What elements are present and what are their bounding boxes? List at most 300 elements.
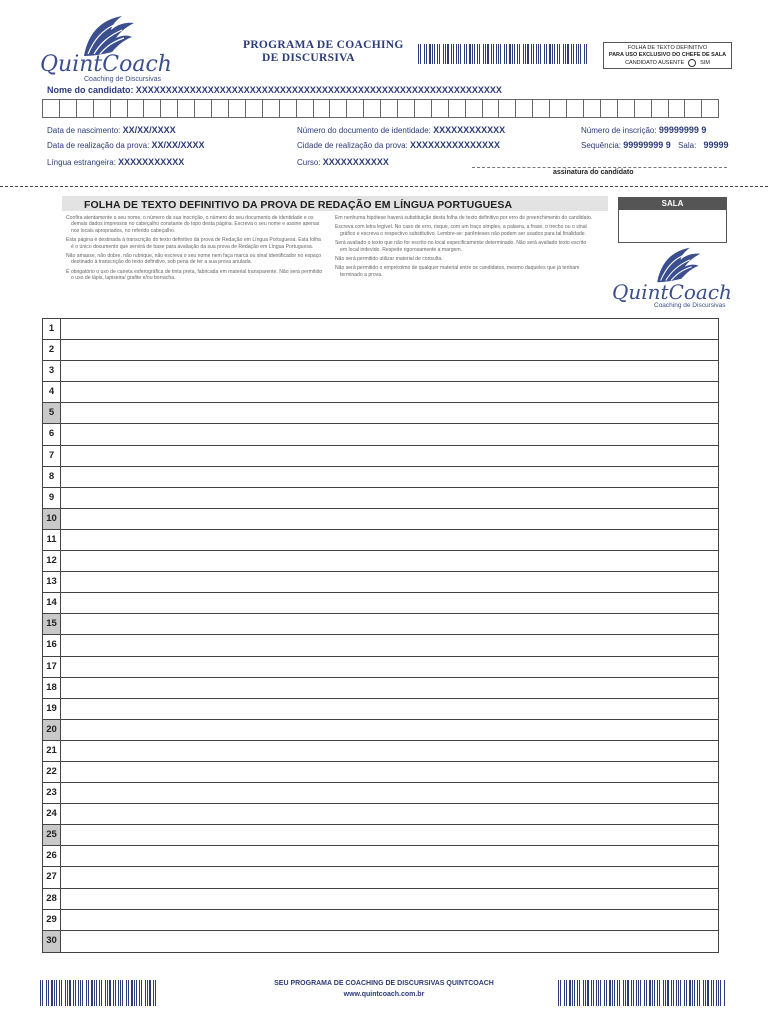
barcode-bar <box>46 980 47 1006</box>
barcode-bar <box>569 980 571 1006</box>
barcode-bar <box>705 980 706 1006</box>
answer-line <box>43 361 718 382</box>
birth-date-value: XX/XX/XXXX <box>122 125 176 135</box>
writing-line[interactable] <box>61 509 718 529</box>
barcode-bar <box>426 44 427 64</box>
barcode-bar <box>549 44 551 64</box>
answer-line <box>43 614 718 635</box>
sala-box <box>618 197 727 243</box>
writing-line[interactable] <box>61 741 718 761</box>
name-char-cell[interactable] <box>635 100 652 117</box>
answer-line <box>43 467 718 488</box>
line-number: 8 <box>43 467 61 487</box>
barcode-bar <box>504 44 505 64</box>
inscricao-field <box>581 125 706 135</box>
barcode-bar <box>437 44 438 64</box>
barcode-bar <box>149 980 151 1006</box>
barcode-bar <box>56 980 57 1006</box>
barcode-bar <box>676 980 677 1006</box>
logo-wordmark-secondary: QuintCoach <box>612 280 732 304</box>
language-label: Língua estrangeira: <box>47 158 116 167</box>
birth-date-field <box>47 125 176 135</box>
writing-line[interactable] <box>61 614 718 634</box>
name-char-cell[interactable] <box>618 100 635 117</box>
writing-line[interactable] <box>61 635 718 655</box>
barcode-bar <box>128 980 129 1006</box>
writing-line[interactable] <box>61 593 718 613</box>
name-char-cell[interactable] <box>246 100 263 117</box>
writing-line[interactable] <box>61 720 718 740</box>
barcode-bottom-right <box>558 980 728 1006</box>
barcode-bar <box>649 980 651 1006</box>
barcode-bar <box>487 44 489 64</box>
name-char-cell[interactable] <box>449 100 466 117</box>
barcode-bar <box>527 44 529 64</box>
cut-line <box>0 186 768 187</box>
barcode-bar <box>574 980 575 1006</box>
line-number: 9 <box>43 488 61 508</box>
barcode-bar <box>591 980 592 1006</box>
writing-line[interactable] <box>61 804 718 824</box>
barcode-bar <box>109 980 111 1006</box>
answer-line <box>43 846 718 867</box>
barcode-bar <box>99 980 100 1006</box>
barcode-bar <box>667 980 669 1006</box>
barcode-bar <box>659 980 660 1006</box>
writing-line[interactable] <box>61 446 718 466</box>
line-number: 14 <box>43 593 61 613</box>
barcode-bar <box>638 980 639 1006</box>
barcode-bar <box>477 44 478 64</box>
absent-radio[interactable] <box>688 59 696 67</box>
barcode-bar <box>546 44 547 64</box>
answer-line <box>43 551 718 572</box>
answer-line <box>43 910 718 931</box>
barcode-bar <box>619 980 620 1006</box>
answer-line <box>43 783 718 804</box>
barcode-bar <box>75 980 76 1006</box>
line-number: 3 <box>43 361 61 381</box>
name-char-cell[interactable] <box>533 100 550 117</box>
writing-line[interactable] <box>61 530 718 550</box>
name-char-cell[interactable] <box>314 100 331 117</box>
barcode-bar <box>689 980 691 1006</box>
name-char-cell[interactable] <box>466 100 483 117</box>
barcode-bar <box>606 980 607 1006</box>
name-char-cell[interactable] <box>652 100 669 117</box>
writing-line[interactable] <box>61 846 718 866</box>
barcode-bar <box>474 44 475 64</box>
barcode-bar <box>720 980 721 1006</box>
barcode-bar <box>122 980 123 1006</box>
name-char-cell[interactable] <box>229 100 246 117</box>
name-char-cell[interactable] <box>415 100 432 117</box>
barcode-bar <box>126 980 127 1006</box>
barcode-bar <box>585 980 586 1006</box>
id-document-value: XXXXXXXXXXXX <box>433 125 506 135</box>
section-title: FOLHA DE TEXTO DEFINITIVO DA PROVA DE REDAÇÃO EM LÍNGUA PORTUGUESA <box>62 196 608 211</box>
barcode-bar <box>40 980 41 1006</box>
exam-city-field <box>297 140 500 150</box>
instructions-left <box>66 215 324 285</box>
footer-url[interactable]: www.quintcoach.com.br <box>343 991 425 998</box>
writing-line[interactable] <box>61 699 718 719</box>
barcode-bar <box>131 980 133 1006</box>
barcode-bar <box>464 44 465 64</box>
candidate-name-value: XXXXXXXXXXXXXXXXXXXXXXXXXXXXXXXXXXXXXXXXXXXXXXXXXXXXXXXXXXXXX <box>135 85 502 95</box>
barcode-bar <box>600 980 601 1006</box>
barcode-bar <box>579 980 580 1006</box>
id-document-field <box>297 125 505 135</box>
barcode-bar <box>544 44 545 64</box>
name-char-cell[interactable] <box>364 100 381 117</box>
barcode-bar <box>697 980 698 1006</box>
barcode-bar <box>500 44 501 64</box>
line-number: 18 <box>43 678 61 698</box>
answer-line <box>43 804 718 825</box>
barcode-bar <box>576 44 577 64</box>
name-char-cell[interactable] <box>432 100 449 117</box>
line-number: 17 <box>43 657 61 677</box>
line-number: 16 <box>43 635 61 655</box>
line-number: 23 <box>43 783 61 803</box>
barcode-bar <box>447 44 449 64</box>
barcode-bar <box>51 980 53 1006</box>
barcode-bar <box>617 980 618 1006</box>
barcode-bar <box>42 980 43 1006</box>
barcode-bar <box>61 980 62 1006</box>
barcode-bar <box>453 44 454 64</box>
barcode-bar <box>67 980 68 1006</box>
barcode-bar <box>604 980 605 1006</box>
barcode-bar <box>445 44 446 64</box>
absent-label: CANDIDATO AUSENTE <box>625 59 685 66</box>
writing-line[interactable] <box>61 488 718 508</box>
name-char-cell[interactable] <box>702 100 718 117</box>
barcode-bar <box>707 980 709 1006</box>
chefe-box-line1: FOLHA DE TEXTO DEFINITIVO <box>627 45 708 51</box>
barcode-bar <box>498 44 499 64</box>
chefe-de-sala-box <box>603 42 732 69</box>
name-char-cell[interactable] <box>128 100 145 117</box>
line-number: 5 <box>43 403 61 423</box>
line-number: 4 <box>43 382 61 402</box>
barcode-bar <box>147 980 148 1006</box>
barcode-bar <box>657 980 658 1006</box>
barcode-bar <box>716 980 717 1006</box>
barcode-bar <box>554 44 555 64</box>
logo-tagline: Coaching de Discursivas <box>84 76 162 83</box>
barcode-bar <box>65 980 66 1006</box>
barcode-bar <box>536 44 537 64</box>
barcode-bar <box>496 44 497 64</box>
writing-line[interactable] <box>61 340 718 360</box>
name-char-cell[interactable] <box>567 100 584 117</box>
line-number: 22 <box>43 762 61 782</box>
line-number: 13 <box>43 572 61 592</box>
barcode-bar <box>671 980 672 1006</box>
name-char-cell[interactable] <box>212 100 229 117</box>
writing-line[interactable] <box>61 467 718 487</box>
barcode-bar <box>429 44 431 64</box>
line-number: 24 <box>43 804 61 824</box>
barcode-bar <box>96 980 97 1006</box>
signature-line[interactable] <box>472 167 727 168</box>
line-number: 11 <box>43 530 61 550</box>
exam-date-label: Data de realização da prova: <box>47 141 150 150</box>
program-title-line2: DE DISCURSIVA <box>262 52 355 64</box>
barcode-bar <box>598 980 599 1006</box>
barcode-bar <box>692 980 693 1006</box>
barcode-bar <box>557 44 558 64</box>
barcode-bar <box>718 980 719 1006</box>
line-number: 7 <box>43 446 61 466</box>
instruction-left-item: Esta página é destinada à transcrição do texto definitivo da prova de Redação em Língua Portuguesa. Esta folha é o único documento que servirá de base para avaliação da sua prova de Redação em Língua Portuguesa. <box>66 237 321 250</box>
barcode-bar <box>120 980 121 1006</box>
writing-line[interactable] <box>61 424 718 444</box>
line-number: 12 <box>43 551 61 571</box>
barcode-bar <box>654 980 655 1006</box>
name-char-cell[interactable] <box>330 100 347 117</box>
barcode-bar <box>552 44 553 64</box>
instruction-right-item: Não será permitido utilizar material de consulta. <box>335 256 443 263</box>
line-number: 29 <box>43 910 61 930</box>
name-char-cell[interactable] <box>669 100 686 117</box>
barcode-bar <box>491 44 492 64</box>
barcode-bar <box>506 44 507 64</box>
sala-value: 99999 <box>703 140 729 150</box>
barcode-bar <box>479 44 480 64</box>
barcode-bar <box>141 980 142 1006</box>
barcode-bar <box>118 980 119 1006</box>
barcode-bar <box>583 980 584 1006</box>
name-char-cell[interactable] <box>398 100 415 117</box>
name-char-cell[interactable] <box>685 100 702 117</box>
answer-line <box>43 446 718 467</box>
answer-line <box>43 741 718 762</box>
barcode-bar <box>418 44 419 64</box>
line-number: 6 <box>43 424 61 444</box>
writing-line[interactable] <box>61 825 718 845</box>
exam-date-field <box>47 140 205 150</box>
barcode-bar <box>673 980 674 1006</box>
barcode-bar <box>458 44 459 64</box>
logo-tagline-secondary: Coaching de Discursivas <box>654 302 726 309</box>
barcode-bar <box>145 980 146 1006</box>
barcode-bar <box>73 980 74 1006</box>
answer-line <box>43 720 718 741</box>
barcode-bar <box>59 980 60 1006</box>
line-number: 2 <box>43 340 61 360</box>
barcode-bar <box>703 980 704 1006</box>
barcode-bar <box>509 44 511 64</box>
instruction-left-item: É obrigatório o uso de caneta esferográfica de tinta preta, fabricada em material transparente. Não será permitido o uso de lápis, lapiseira/ grafite e/ou borracha. <box>66 268 323 282</box>
barcode-bar <box>153 980 154 1006</box>
barcode-bar <box>665 980 666 1006</box>
writing-line[interactable] <box>61 931 718 952</box>
course-field <box>297 157 389 167</box>
candidate-name-label: Nome do candidato: <box>47 85 134 95</box>
name-char-cell[interactable] <box>347 100 364 117</box>
writing-line[interactable] <box>61 403 718 423</box>
answer-line <box>43 509 718 530</box>
brand-logo <box>40 14 170 84</box>
barcode-bar <box>115 980 116 1006</box>
eagle-wing-icon <box>652 246 702 284</box>
answer-line <box>43 889 718 910</box>
line-number: 1 <box>43 319 61 339</box>
barcode-bar <box>472 44 473 64</box>
name-char-cell[interactable] <box>178 100 195 117</box>
barcode-bar <box>584 44 585 64</box>
barcode-bar <box>134 980 135 1006</box>
barcode-bar <box>460 44 461 64</box>
instruction-left-item: Não amasse, não dobre, não rubrique, não escreva o seu nome nem faça marca ou sinal identificador no espaço destinado à transcrição do texto definitivo, sob pena de ter a sua prova anulada. <box>66 253 322 266</box>
barcode-bar <box>78 980 79 1006</box>
barcode-bar <box>567 44 569 64</box>
absent-option: SIM <box>700 59 710 66</box>
barcode-bar <box>609 980 611 1006</box>
writing-line[interactable] <box>61 762 718 782</box>
barcode-bar <box>512 44 513 64</box>
barcode-bar <box>80 980 81 1006</box>
name-char-cell[interactable] <box>381 100 398 117</box>
answer-line <box>43 488 718 509</box>
writing-line[interactable] <box>61 867 718 887</box>
barcode-bar <box>69 980 71 1006</box>
name-char-cell[interactable] <box>263 100 280 117</box>
name-char-cell[interactable] <box>550 100 567 117</box>
barcode-bar <box>483 44 484 64</box>
barcode-bar <box>724 980 725 1006</box>
line-number: 20 <box>43 720 61 740</box>
writing-line[interactable] <box>61 889 718 909</box>
language-field <box>47 157 184 167</box>
barcode-bar <box>82 980 83 1006</box>
barcode-bar <box>101 980 102 1006</box>
line-number: 21 <box>43 741 61 761</box>
writing-line[interactable] <box>61 361 718 381</box>
name-char-cell[interactable] <box>144 100 161 117</box>
barcode-bar <box>540 44 541 64</box>
name-char-cell[interactable] <box>483 100 500 117</box>
answer-line <box>43 657 718 678</box>
name-char-cell[interactable] <box>601 100 618 117</box>
barcode-bar <box>684 980 685 1006</box>
writing-line[interactable] <box>61 551 718 571</box>
barcode-bar <box>88 980 89 1006</box>
answer-line <box>43 635 718 656</box>
writing-line[interactable] <box>61 783 718 803</box>
name-char-cell[interactable] <box>584 100 601 117</box>
barcode-bar <box>48 980 49 1006</box>
barcode-bar <box>678 980 679 1006</box>
barcode-bar <box>623 980 624 1006</box>
barcode-bar <box>94 980 95 1006</box>
name-char-cell[interactable] <box>111 100 128 117</box>
barcode-bar <box>155 980 156 1006</box>
barcode-bar <box>627 980 629 1006</box>
barcode-bar <box>625 980 626 1006</box>
name-char-cell[interactable] <box>516 100 533 117</box>
name-char-cell[interactable] <box>280 100 297 117</box>
barcode-bar <box>420 44 421 64</box>
answer-line <box>43 931 718 952</box>
barcode-bar <box>533 44 534 64</box>
writing-line[interactable] <box>61 319 718 339</box>
line-number: 26 <box>43 846 61 866</box>
barcode-bar <box>91 980 93 1006</box>
barcode-bar <box>432 44 433 64</box>
answer-line <box>43 340 718 361</box>
barcode-bar <box>577 980 578 1006</box>
name-char-cell[interactable] <box>297 100 314 117</box>
name-char-cell[interactable] <box>60 100 77 117</box>
barcode-bar <box>54 980 55 1006</box>
candidate-name-field <box>47 85 502 95</box>
name-char-cell[interactable] <box>77 100 94 117</box>
writing-line[interactable] <box>61 657 718 677</box>
name-char-cell[interactable] <box>94 100 111 117</box>
name-char-cell[interactable] <box>161 100 178 117</box>
barcode-bar <box>614 980 615 1006</box>
barcode-bar <box>439 44 440 64</box>
sequencia-label: Sequência: <box>581 141 622 150</box>
barcode-bar <box>136 980 137 1006</box>
instruction-left-item: Confira atentamente o seu nome, o número da sua inscrição, o número do seu documento de identidade e os demais dados impressos no cabeçalho constante do topo desta página. Escreva o seu nome e assine apenas nos locais apropriados, no referido cabeçalho. <box>66 215 320 234</box>
answer-line <box>43 825 718 846</box>
barcode-bar <box>538 44 539 64</box>
name-char-cell[interactable] <box>43 100 60 117</box>
answer-line <box>43 319 718 340</box>
barcode-bar <box>586 44 587 64</box>
brand-logo-secondary <box>612 246 737 312</box>
barcode-bar <box>694 980 695 1006</box>
barcode-bar <box>646 980 647 1006</box>
chefe-box-line2: PARA USO EXCLUSIVO DO CHEFE DE SALA <box>608 52 727 58</box>
barcode-bar <box>456 44 457 64</box>
inscricao-label: Número de inscrição: <box>581 126 657 135</box>
sala-label: Sala: <box>678 141 697 150</box>
sala-box-title: SALA <box>619 198 726 210</box>
line-number: 30 <box>43 931 61 952</box>
answer-line <box>43 572 718 593</box>
barcode-bar <box>86 980 87 1006</box>
barcode-bar <box>571 44 572 64</box>
birth-date-label: Data de nascimento: <box>47 126 121 135</box>
barcode-bar <box>113 980 114 1006</box>
barcode-bar <box>523 44 524 64</box>
barcode-bar <box>631 980 632 1006</box>
barcode-bar <box>451 44 452 64</box>
writing-line[interactable] <box>61 572 718 592</box>
barcode-bar <box>485 44 486 64</box>
name-char-cell[interactable] <box>195 100 212 117</box>
name-char-cell[interactable] <box>499 100 516 117</box>
barcode-bar <box>612 980 613 1006</box>
writing-line[interactable] <box>61 678 718 698</box>
language-value: XXXXXXXXXXX <box>118 157 185 167</box>
barcode-bar <box>466 44 467 64</box>
line-number: 25 <box>43 825 61 845</box>
footer <box>200 978 568 1000</box>
barcode-bar <box>519 44 520 64</box>
writing-line[interactable] <box>61 382 718 402</box>
footer-tagline: SEU PROGRAMA DE COACHING DE DISCURSIVAS QUINTCOACH <box>274 980 494 987</box>
program-title-line1: PROGRAMA DE COACHING <box>243 39 404 51</box>
writing-line[interactable] <box>61 910 718 930</box>
barcode-bar <box>105 980 106 1006</box>
